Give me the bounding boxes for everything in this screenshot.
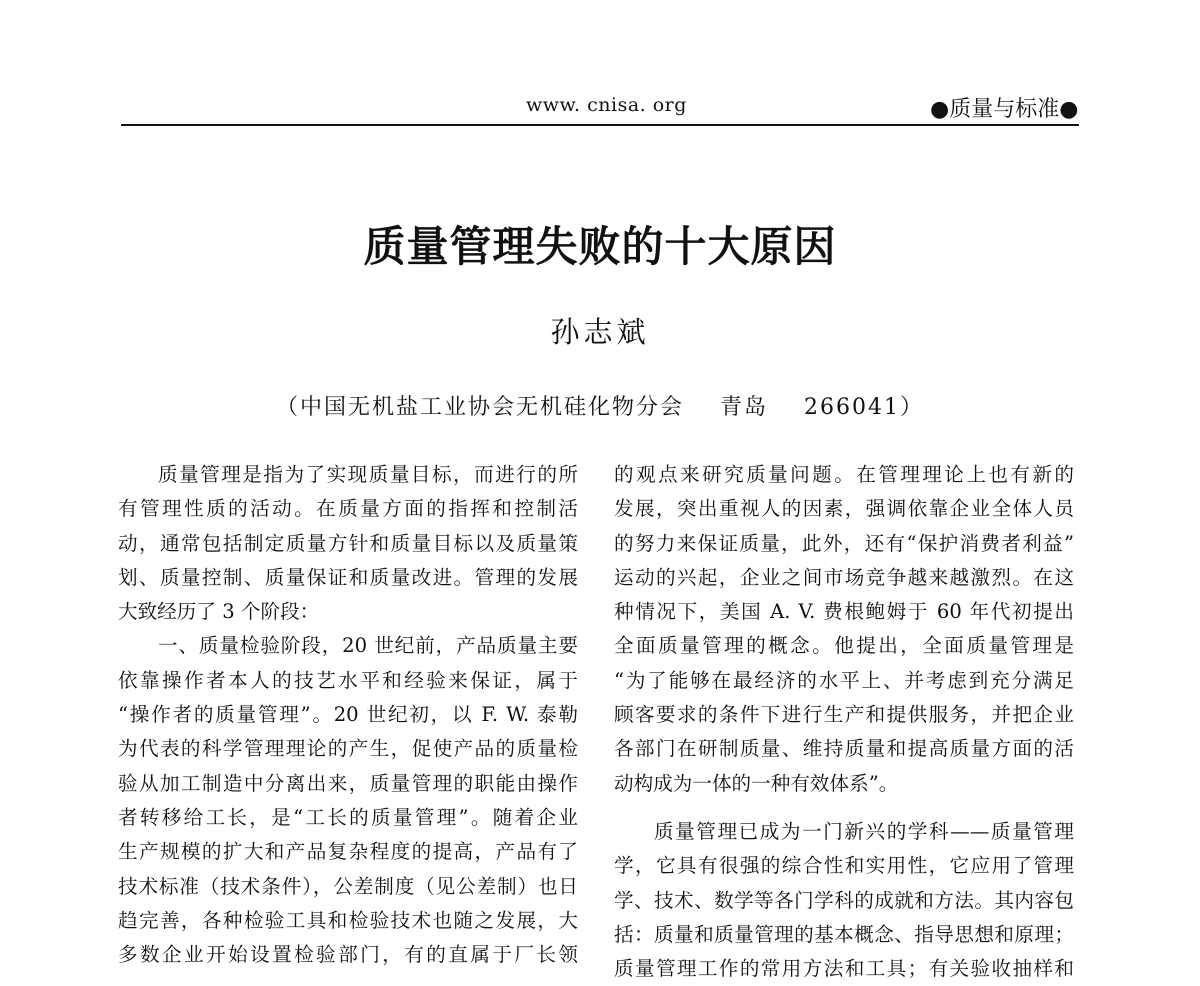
body-line: “为了能够在最经济的水平上、并考虑到充分满足 bbox=[614, 668, 1074, 692]
body-line: 括：质量和质量管理的基本概念、指导思想和原理； bbox=[614, 922, 1074, 946]
article-title: 质量管理失败的十大原因 bbox=[363, 222, 837, 271]
body-line: “操作者的质量管理”。20 世纪初，以 F. W. 泰勒 bbox=[118, 703, 578, 727]
body-line: 大致经历了 3 个阶段： bbox=[118, 600, 320, 624]
body-line: 动构成为一体的一种有效体系”。 bbox=[614, 771, 899, 795]
body-line: 的观点来研究质量问题。在管理理论上也有新的 bbox=[614, 463, 1074, 486]
body-line: 的努力来保证质量，此外，还有“保护消费者利益” bbox=[614, 531, 1074, 555]
right-column bbox=[614, 458, 1074, 986]
paragraph-gap bbox=[614, 801, 1074, 815]
body-line: 种情况下，美国 A. V. 费根鲍姆于 60 年代初提出 bbox=[614, 600, 1074, 624]
header-rule bbox=[121, 124, 1079, 126]
body-line: 质量管理工作的常用方法和工具；有关验收抽样和 bbox=[614, 957, 1074, 981]
body-line: 各部门在研制质量、维持质量和提高质量方面的活 bbox=[614, 737, 1074, 761]
body-line: 顾客要求的条件下进行生产和提供服务，并把企业 bbox=[614, 703, 1074, 727]
body-line: 质量管理是指为了实现质量目标，而进行的所 bbox=[158, 463, 578, 486]
article-author: 孙志斌 bbox=[550, 315, 650, 349]
body-line: 一、质量检验阶段，20 世纪前，产品质量主要 bbox=[158, 634, 578, 658]
body-line: 者转移给工长，是“工长的质量管理”。随着企业 bbox=[118, 805, 578, 829]
body-line: 生产规模的扩大和产品复杂程度的提高，产品有了 bbox=[118, 840, 578, 864]
body-line: 运动的兴起，企业之间市场竞争越来越激烈。在这 bbox=[614, 565, 1074, 589]
body-line: 质量管理已成为一门新兴的学科——质量管理 bbox=[654, 819, 1074, 843]
body-line: 技术标准（技术条件），公差制度（见公差制）也日 bbox=[118, 874, 578, 898]
header-section-label: ●质量与标准● bbox=[930, 97, 1079, 122]
body-line: 全面质量管理的概念。他提出，全面质量管理是 bbox=[614, 634, 1074, 658]
body-line: 动，通常包括制定质量方针和质量目标以及质量策 bbox=[118, 531, 578, 555]
body-line: 依靠操作者本人的技艺水平和经验来保证，属于 bbox=[118, 668, 578, 692]
body-line: 学，它具有很强的综合性和实用性，它应用了管理 bbox=[614, 854, 1074, 878]
article-affiliation: （中国无机盐工业协会无机硅化物分会 青岛 266041） bbox=[276, 395, 924, 420]
body-line: 学、技术、数学等各门学科的成就和方法。其内容包 bbox=[614, 888, 1074, 912]
left-column bbox=[118, 458, 578, 972]
body-line: 划、质量控制、质量保证和质量改进。管理的发展 bbox=[118, 565, 578, 589]
body-line: 趋完善，各种检验工具和检验技术也随之发展，大 bbox=[118, 908, 578, 932]
body-line: 为代表的科学管理理论的产生，促使产品的质量检 bbox=[118, 737, 578, 761]
body-line: 有管理性质的活动。在质量方面的指挥和控制活 bbox=[118, 497, 578, 521]
header-site-url: www. cnisa. org bbox=[526, 94, 687, 116]
body-line: 发展，突出重视人的因素，强调依靠企业全体人员 bbox=[614, 497, 1074, 521]
body-line: 验从加工制造中分离出来，质量管理的职能由操作 bbox=[118, 771, 578, 795]
body-line: 多数企业开始设置检验部门，有的直属于厂长领 bbox=[118, 943, 578, 967]
